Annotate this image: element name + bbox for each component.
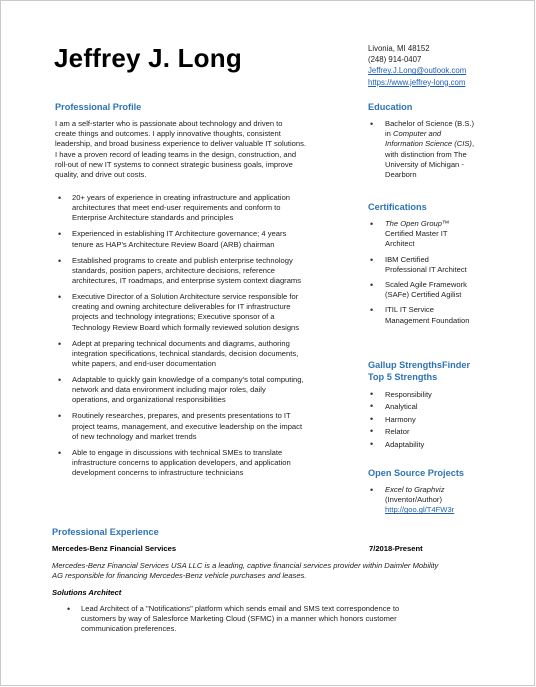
list-item bbox=[369, 280, 519, 300]
employment-dates: 7/2018-Present bbox=[369, 544, 423, 553]
profile-bullet-list bbox=[57, 193, 357, 484]
role-title: Solutions Architect bbox=[52, 588, 122, 597]
cert-line: Management Foundation bbox=[385, 315, 470, 325]
bullet-line: • Adaptable to quickly gain knowledge of a company’s total computing, bbox=[72, 375, 304, 385]
bullet-line: infrastructure concerns to application developers, and application bbox=[72, 458, 291, 468]
list-item bbox=[57, 256, 357, 287]
bullet-line: standards, position papers, architecture decisions, reference bbox=[72, 265, 276, 275]
summary-line: leadership, and broad business experience to deliver valuable IT solutions. bbox=[55, 139, 307, 149]
degree-in: in bbox=[385, 129, 394, 139]
list-item bbox=[57, 193, 357, 224]
degree-field: Computer and bbox=[393, 129, 442, 139]
bullet-line: • Able to engage in discussions with technical SMEs to translate bbox=[72, 447, 283, 457]
bullet-line: projects and technology integrations; Executive sponsor of a bbox=[72, 312, 275, 322]
list-item: • Adaptability bbox=[369, 439, 519, 451]
resume-name: Jeffrey J. Long bbox=[54, 43, 242, 73]
degree-line: Dearborn bbox=[385, 170, 417, 180]
project-name: • Excel to Graphviz bbox=[385, 485, 445, 494]
list-item bbox=[57, 339, 357, 370]
list-item: • Responsibility bbox=[369, 389, 519, 401]
degree-field: Information Science (CIS) bbox=[385, 139, 472, 149]
education-heading: Education bbox=[368, 102, 413, 112]
list-item bbox=[57, 229, 357, 249]
contact-city: Livonia, MI 48152 bbox=[368, 44, 430, 53]
bullet-line: tenure as HAP’s Architecture Review Board (ARB) chairman bbox=[72, 239, 275, 249]
list-item bbox=[369, 219, 519, 250]
list-item bbox=[369, 485, 519, 516]
cert-line: • ITIL IT Service bbox=[385, 305, 434, 315]
bullet-line: • Routinely researches, prepares, and presents presentations to IT bbox=[72, 411, 291, 421]
description-line: AG responsible for financing Mercedes-Benz vehicle purchases and leases. bbox=[52, 571, 307, 581]
contact-email-link[interactable]: Jeffrey.J.Long@outlook.com bbox=[368, 66, 467, 76]
bullet-line: white papers, and end-user documentation bbox=[72, 359, 216, 369]
summary-line: create things and outcomes. I apply innovative thoughts, consistent bbox=[55, 129, 281, 139]
bullet-line: • Established programs to create and publish enterprise technology bbox=[72, 255, 293, 265]
summary-line: I am a self-starter who is passionate about technology and driven to bbox=[55, 119, 283, 128]
bullet-line: • Executive Director of a Solution Architecture service responsible for bbox=[72, 292, 299, 302]
bullet-line: Enterprise Architecture standards and principles bbox=[72, 213, 234, 223]
bullet-line: Technology Review Board which formally reviewed solution designs bbox=[72, 322, 300, 332]
list-item bbox=[369, 305, 519, 325]
cert-org: • The Open Group™ bbox=[385, 219, 450, 228]
education-list bbox=[369, 119, 519, 185]
list-item: • Harmony bbox=[369, 414, 519, 426]
summary-line: I have a proven record of leading teams in the design, construction, and bbox=[55, 149, 297, 159]
open-source-list bbox=[369, 485, 519, 521]
bullet-line: • 20+ years of experience in creating infrastructure and application bbox=[72, 193, 291, 202]
summary-line: quality, and drive out costs. bbox=[55, 170, 147, 180]
contact-website-link[interactable]: https://www.jeffrey-long.com bbox=[368, 77, 466, 87]
certifications-list bbox=[369, 219, 519, 331]
bullet-line: communication preferences. bbox=[81, 624, 177, 634]
contact-block bbox=[368, 43, 466, 88]
list-item bbox=[66, 604, 506, 635]
list-item bbox=[57, 375, 357, 406]
profile-heading: Professional Profile bbox=[55, 102, 142, 112]
bullet-line: customers by way of Salesforce Marketing Cloud (SFMC) in a manner which honors customer bbox=[81, 614, 397, 624]
role-bullet-list bbox=[66, 604, 506, 640]
cert-line: Professional IT Architect bbox=[385, 264, 467, 274]
degree-line: • Bachelor of Science (B.S.) bbox=[385, 119, 475, 128]
bullet-line: • Lead Architect of a "Notifications" platform which sends email and SMS text correspondence to bbox=[81, 604, 400, 613]
list-item: • Analytical bbox=[369, 401, 519, 413]
bullet-line: • Experienced in establishing IT Architecture governance; 4 years bbox=[72, 229, 287, 239]
bullet-line: development concerns to infrastructure technicians bbox=[72, 468, 244, 478]
experience-heading: Professional Experience bbox=[52, 527, 159, 537]
company-description bbox=[52, 561, 522, 581]
contact-phone: (248) 914-0407 bbox=[368, 55, 422, 65]
list-item bbox=[369, 255, 519, 275]
cert-line: (SAFe) Certified Agilist bbox=[385, 290, 462, 300]
cert-line: • Scaled Agile Framework bbox=[385, 280, 467, 290]
bullet-line: operations, and organizational responsibilities bbox=[72, 395, 226, 405]
bullet-line: of new technology and market trends bbox=[72, 431, 197, 441]
certifications-heading: Certifications bbox=[368, 202, 427, 212]
profile-summary bbox=[55, 119, 355, 180]
strengths-list bbox=[369, 389, 519, 451]
degree-line: University of Michigan - bbox=[385, 159, 464, 169]
bullet-line: network and data environment including major roles, daily bbox=[72, 385, 266, 395]
list-item bbox=[57, 292, 357, 333]
bullet-line: project teams, management, and executive leadership on the impact bbox=[72, 421, 303, 431]
cert-line: • IBM Certified bbox=[385, 254, 429, 264]
bullet-line: integration specifications, technical standards, decision documents, bbox=[72, 348, 299, 358]
bullet-line: architectures that meet end-user requirements and conform to bbox=[72, 203, 281, 213]
list-item bbox=[369, 119, 519, 180]
project-url-link[interactable]: http://goo.gl/T4FW3r bbox=[385, 505, 455, 515]
company-name: Mercedes-Benz Financial Services bbox=[52, 544, 177, 553]
list-item bbox=[57, 448, 357, 479]
project-role: (Inventor/Author) bbox=[385, 495, 442, 505]
degree-line: with distinction from The bbox=[385, 149, 467, 159]
strengths-heading-line: Gallup StrengthsFinder bbox=[368, 360, 471, 370]
list-item: • Relator bbox=[369, 426, 519, 438]
bullet-line: • Adept at preparing technical documents and diagrams, authoring bbox=[72, 338, 290, 348]
summary-line: roll-out of new IT systems to connect strategic business goals, improve bbox=[55, 159, 293, 169]
degree-punct: , bbox=[471, 139, 475, 149]
bullet-line: architectures, IT roadmaps, and enterprise system context diagrams bbox=[72, 276, 302, 286]
bullet-line: creating and owning architecture deliverables for IT infrastructure bbox=[72, 302, 291, 312]
cert-line: Certified Master IT bbox=[385, 229, 448, 239]
cert-line: Architect bbox=[385, 239, 415, 249]
description-line: Mercedes-Benz Financial Services USA LLC is a leading, captive financial services provider within Daimler Mobility bbox=[52, 561, 439, 570]
strengths-heading bbox=[368, 359, 470, 383]
list-item bbox=[57, 411, 357, 442]
open-source-heading: Open Source Projects bbox=[368, 468, 464, 478]
strengths-heading-line: Top 5 Strengths bbox=[368, 372, 438, 382]
